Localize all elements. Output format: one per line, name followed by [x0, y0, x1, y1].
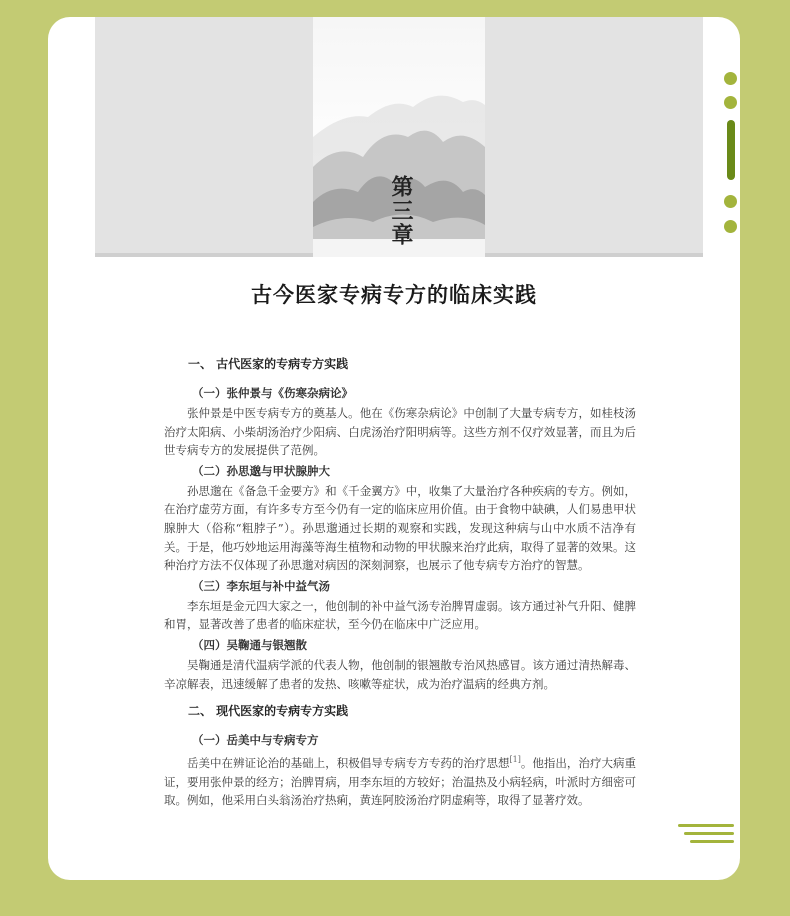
- page-title: 古今医家专病专方的临床实践: [251, 283, 537, 307]
- paragraph: 张仲景是中医专病专方的奠基人。他在《伤寒杂病论》中创制了大量专病专方，如桂枝汤治疗太阳病、小柴胡汤治疗少阳病、白虎汤治疗阳明病等。这些方剂不仅疗效显著，而且为后世专病专方的发展提供了范例。: [164, 406, 636, 458]
- subsection-heading: （四）吴鞠通与银翘散: [192, 637, 307, 652]
- subsection-heading: （一）岳美中与专病专方: [192, 733, 319, 748]
- paragraph: 吴鞠通是清代温病学派的代表人物，他创制的银翘散专治风热感冒。该方通过清热解毒、辛凉解表，迅速缓解了患者的发热、咳嗽等症状，成为治疗温病的经典方剂。: [164, 657, 636, 691]
- page-dot[interactable]: [724, 72, 737, 85]
- page-dot[interactable]: [724, 220, 737, 233]
- paragraph-text: 岳美中在辨证论治的基础上，积极倡导专病专方专药的治疗思想: [187, 755, 510, 770]
- citation-ref[interactable]: [1]: [509, 755, 521, 765]
- paragraph: 孙思邈在《备急千金要方》和《千金翼方》中，收集了大量治疗各种疾病的专方。例如，在治疗虚劳方面，有许多专方至今仍有一定的临床应用价值。由于食物中缺碘，人们易患甲状腺肿大（俗称“粗脖子”）。孙思邈通过长期的观察和实践，发现这种病与山中水质不洁净有关。于是，他巧妙地运用海藻等海生植物和动物的甲状腺来治疗此病，取得了显著的效果。这种治疗方法不仅体现了孙思邈对病因的深刻洞察，也展示了他专病专方治疗的智慧。: [164, 483, 636, 573]
- paragraph-text: 。他指出，治疗大病重证，要用张仲景的经方；治脾胃病，用李东垣的方较好；治温热及小病轻病，叶派时方细密可取。例如，他采用白头翁汤治疗热痢，黄连阿胶汤治疗阴虚痢等，取得了显著疗效。: [164, 755, 636, 808]
- subsection-heading: （一）张仲景与《伤寒杂病论》: [192, 386, 353, 400]
- chapter-label: 第三章: [388, 175, 414, 247]
- subsection-heading: （三）李东垣与补中益气汤: [192, 578, 330, 593]
- subsection-heading: （二）孙思邈与甲状腺肿大: [192, 463, 330, 478]
- page-dot[interactable]: [724, 96, 737, 109]
- page-dot-active[interactable]: [727, 120, 735, 180]
- section-heading: 一、 古代医家的专病专方实践: [188, 357, 349, 371]
- paragraph: [164, 751, 636, 810]
- section-heading: 二、 现代医家的专病专方实践: [188, 704, 349, 719]
- page-dot[interactable]: [724, 195, 737, 208]
- body-content: [164, 354, 636, 812]
- paragraph: 李东垣是金元四大家之一，他创制的补中益气汤专治脾胃虚弱。该方通过补气升阳、健脾和胃，显著改善了患者的临床症状，至今仍在临床中广泛应用。: [164, 598, 636, 632]
- page-card: [48, 17, 740, 880]
